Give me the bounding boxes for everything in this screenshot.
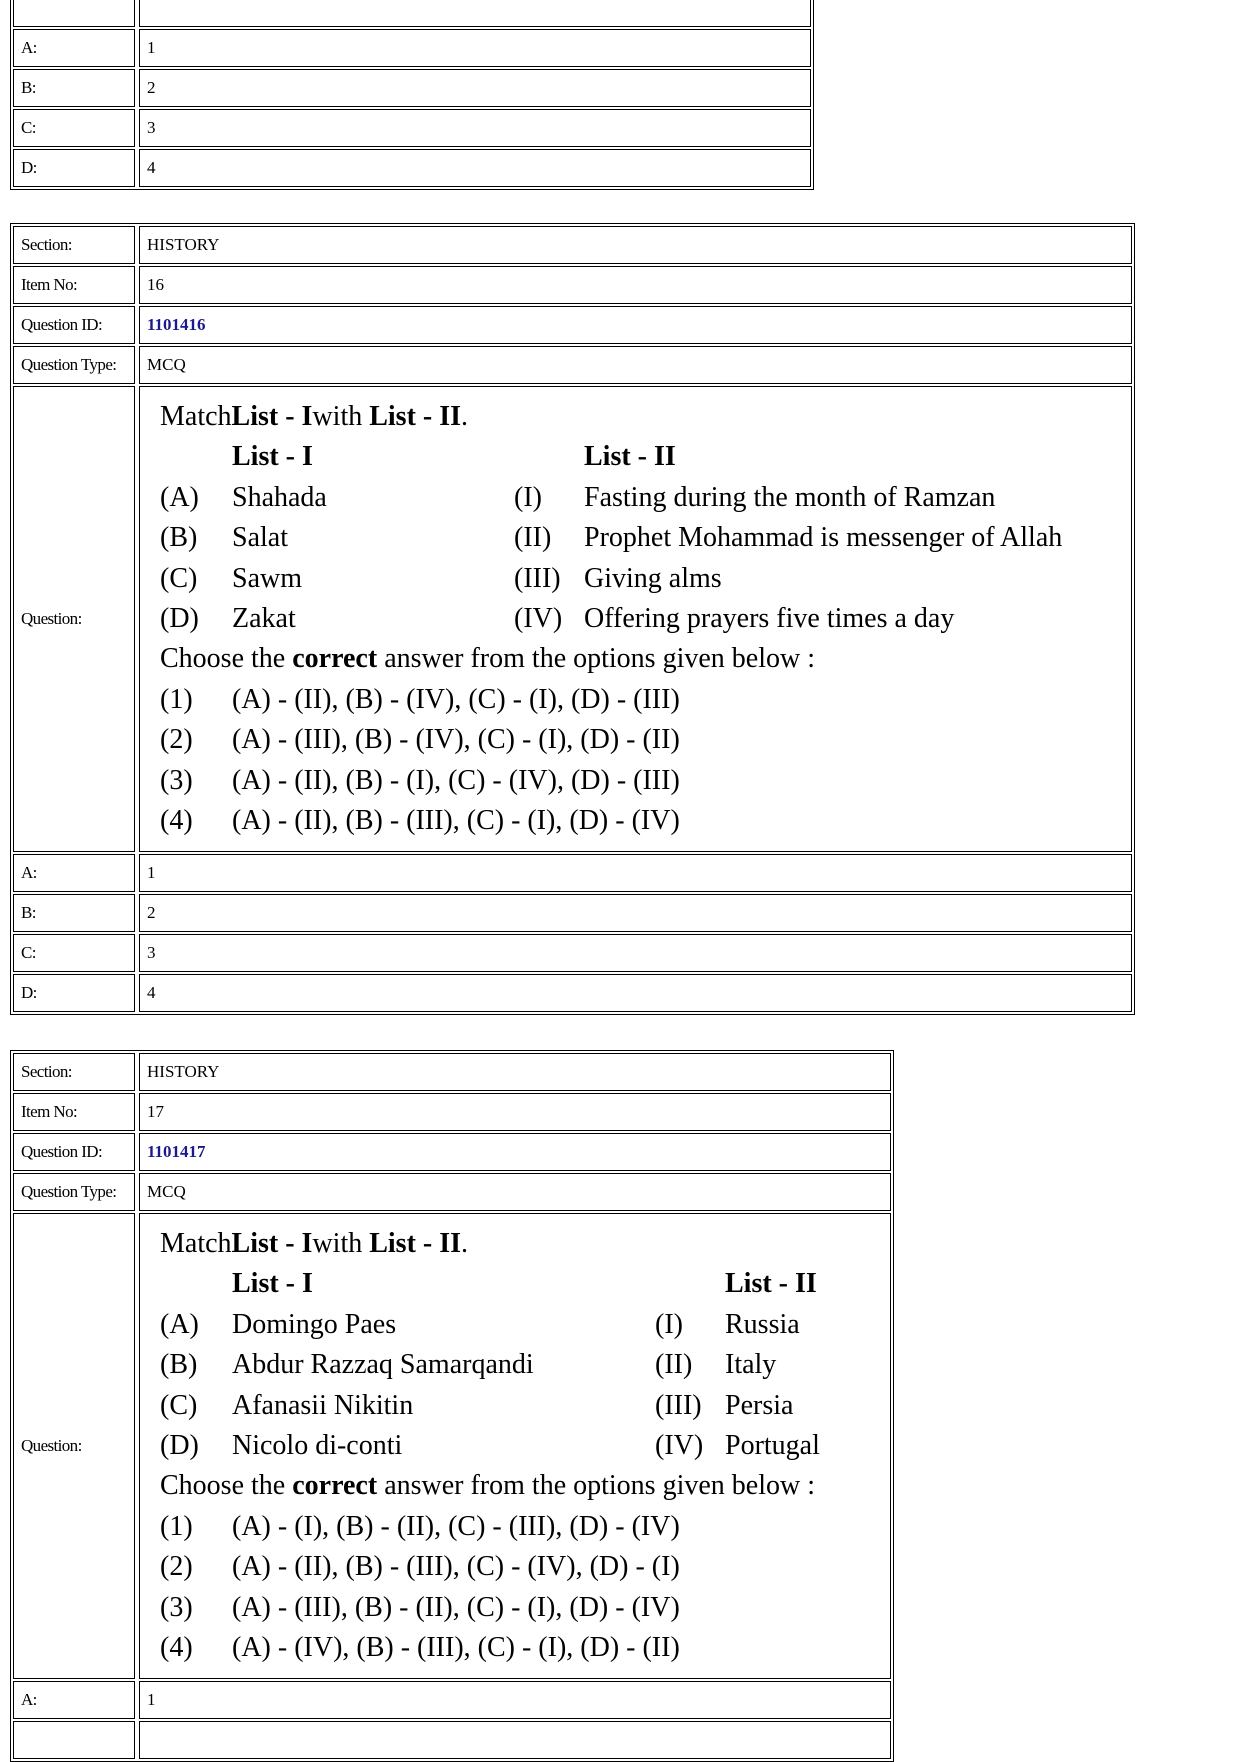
option-row (160, 1507, 890, 1547)
choose-text: Choose the (160, 643, 286, 675)
question-row-partial (13, 0, 811, 27)
list-headers (160, 437, 1131, 477)
answer-row (13, 69, 811, 107)
item-no-label: Item No: (13, 266, 135, 304)
list2-item: Portugal (725, 1430, 820, 1462)
list2-item: Fasting during the month of Ramzan (584, 481, 996, 513)
item-no-row (13, 1093, 891, 1131)
intro-text: . (461, 401, 469, 432)
item-no-label: Item No: (13, 1093, 135, 1131)
answer-value: 3 (139, 934, 1132, 972)
choose-instruction (160, 639, 1131, 679)
question-id-cell (139, 306, 1132, 344)
option-number: (1) (160, 1510, 193, 1542)
option-text: (A) - (II), (B) - (IV), (C) - (I), (D) - (III) (232, 683, 680, 715)
question-id-value: 1101416 (147, 315, 206, 334)
list1-header: List - I (232, 1268, 313, 1300)
list2-numeral: (IV) (655, 1430, 704, 1462)
answer-row (13, 974, 1132, 1012)
intro-text: Match (160, 401, 232, 432)
match-row (160, 1345, 890, 1385)
answer-row (13, 854, 1132, 892)
option-row (160, 761, 1131, 801)
question-type-label: Question Type: (13, 346, 135, 384)
list1-letter: (D) (160, 1430, 199, 1462)
match-row (160, 1386, 890, 1426)
question-label: Question: (13, 386, 135, 852)
answer-value-empty (139, 1721, 891, 1759)
section-row (13, 1053, 891, 1091)
list2-item: Giving alms (584, 562, 722, 594)
option-row (160, 1547, 890, 1587)
list1-item: Afanasii Nikitin (232, 1389, 414, 1421)
option-number: (1) (160, 683, 193, 715)
question-type-row (13, 346, 1132, 384)
intro-list1: List - I (231, 401, 313, 432)
question-body (139, 386, 1132, 852)
intro-list2: List - II (369, 1228, 462, 1259)
answer-value: 4 (139, 149, 811, 187)
match-row (160, 1426, 890, 1466)
match-row (160, 559, 1131, 599)
section-row (13, 226, 1132, 264)
answer-label-empty (13, 1721, 135, 1759)
answer-value: 3 (139, 109, 811, 147)
match-row (160, 1305, 890, 1345)
list1-header: List - I (232, 441, 313, 473)
choose-text: Choose the (160, 1470, 286, 1502)
list1-letter: (C) (160, 1389, 198, 1421)
list2-numeral: (III) (655, 1389, 702, 1421)
question-type-row (13, 1173, 891, 1211)
list2-header: List - II (584, 441, 676, 473)
list-headers (160, 1264, 890, 1304)
answer-row (13, 894, 1132, 932)
option-number: (3) (160, 764, 193, 796)
question-table-17 (10, 1050, 894, 1762)
intro-list1: List - I (231, 1228, 313, 1259)
question-label-cell (13, 0, 135, 27)
match-row (160, 518, 1131, 558)
list1-letter: (A) (160, 481, 199, 513)
question-type-label: Question Type: (13, 1173, 135, 1211)
option-number: (3) (160, 1591, 193, 1623)
answer-value: 2 (139, 894, 1132, 932)
answer-row (13, 1681, 891, 1719)
answer-row (13, 109, 811, 147)
answer-value: 1 (139, 29, 811, 67)
answer-row (13, 149, 811, 187)
list1-item: Zakat (232, 603, 296, 635)
section-label: Section: (13, 226, 135, 264)
section-label: Section: (13, 1053, 135, 1091)
question-label: Question: (13, 1213, 135, 1679)
answer-label: B: (13, 894, 135, 932)
list1-letter: (B) (160, 522, 198, 554)
answer-label: A: (13, 29, 135, 67)
answer-value: 4 (139, 974, 1132, 1012)
list2-numeral: (IV) (514, 603, 563, 635)
choose-text: answer from the options given below : (384, 643, 815, 675)
option-row (160, 1628, 890, 1668)
option-number: (2) (160, 724, 193, 756)
match-row (160, 599, 1131, 639)
list2-numeral: (I) (655, 1308, 683, 1340)
option-text: (A) - (III), (B) - (IV), (C) - (I), (D) - (II) (232, 724, 680, 756)
choose-instruction (160, 1466, 890, 1506)
intro-text: with (312, 1228, 363, 1259)
choose-text: answer from the options given below : (384, 1470, 815, 1502)
list2-numeral: (II) (655, 1349, 693, 1381)
answer-label: A: (13, 1681, 135, 1719)
question-intro (160, 1224, 890, 1264)
answer-value: 1 (139, 1681, 891, 1719)
intro-text: with (312, 401, 363, 432)
answer-label: C: (13, 109, 135, 147)
list1-letter: (C) (160, 562, 198, 594)
list2-header: List - II (725, 1268, 817, 1300)
question-id-value: 1101417 (147, 1142, 206, 1161)
option-number: (4) (160, 805, 193, 837)
answer-label: D: (13, 149, 135, 187)
option-row (160, 720, 1131, 760)
question-id-cell (139, 1133, 891, 1171)
list2-numeral: (III) (514, 562, 561, 594)
answer-row-cut (13, 1721, 891, 1759)
list2-item: Offering prayers five times a day (584, 603, 955, 635)
option-row (160, 801, 1131, 841)
question-id-row (13, 306, 1132, 344)
choose-bold: correct (292, 643, 378, 675)
question-row (13, 1213, 891, 1679)
intro-text: Match (160, 1228, 232, 1259)
option-text: (A) - (I), (B) - (II), (C) - (III), (D) - (IV) (232, 1510, 680, 1542)
question-type-value: MCQ (139, 1173, 891, 1211)
item-no-value: 17 (139, 1093, 891, 1131)
intro-text: . (461, 1228, 469, 1259)
option-number: (2) (160, 1551, 193, 1583)
choose-bold: correct (292, 1470, 378, 1502)
option-row (160, 1588, 890, 1628)
list2-item: Russia (725, 1308, 800, 1340)
question-type-value: MCQ (139, 346, 1132, 384)
question-intro (160, 397, 1131, 437)
intro-list2: List - II (369, 401, 462, 432)
list2-numeral: (I) (514, 481, 542, 513)
answer-label: A: (13, 854, 135, 892)
list1-item: Abdur Razzaq Samarqandi (232, 1349, 534, 1381)
option-text: (A) - (IV), (B) - (III), (C) - (I), (D) - (II) (232, 1632, 680, 1664)
list1-item: Nicolo di-conti (232, 1430, 403, 1462)
item-no-row (13, 266, 1132, 304)
list2-item: Persia (725, 1389, 794, 1421)
question-body (139, 1213, 891, 1679)
list1-item: Salat (232, 522, 288, 554)
list1-item: Domingo Paes (232, 1308, 397, 1340)
match-row (160, 478, 1131, 518)
list1-letter: (D) (160, 603, 199, 635)
answer-value: 1 (139, 854, 1132, 892)
question-id-label: Question ID: (13, 306, 135, 344)
question-table-prev (10, 0, 814, 190)
list1-letter: (B) (160, 1349, 198, 1381)
answer-label: B: (13, 69, 135, 107)
section-value: HISTORY (139, 1053, 891, 1091)
list2-item: Italy (725, 1349, 777, 1381)
question-id-row (13, 1133, 891, 1171)
question-partial-cell (139, 0, 811, 27)
list2-item: Prophet Mohammad is messenger of Allah (584, 522, 1063, 554)
answer-row (13, 934, 1132, 972)
option-text: (A) - (III), (B) - (II), (C) - (I), (D) - (IV) (232, 1591, 680, 1623)
option-number: (4) (160, 1632, 193, 1664)
answer-value: 2 (139, 69, 811, 107)
option-text: (A) - (II), (B) - (I), (C) - (IV), (D) - (III) (232, 764, 680, 796)
list1-letter: (A) (160, 1308, 199, 1340)
list2-numeral: (II) (514, 522, 552, 554)
question-id-label: Question ID: (13, 1133, 135, 1171)
section-value: HISTORY (139, 226, 1132, 264)
list1-item: Shahada (232, 481, 327, 513)
item-no-value: 16 (139, 266, 1132, 304)
option-row (160, 680, 1131, 720)
answer-label: C: (13, 934, 135, 972)
option-text: (A) - (II), (B) - (III), (C) - (IV), (D) - (I) (232, 1551, 680, 1583)
list1-item: Sawm (232, 562, 302, 594)
question-table-16 (10, 223, 1135, 1015)
question-row (13, 386, 1132, 852)
answer-label: D: (13, 974, 135, 1012)
option-text: (A) - (II), (B) - (III), (C) - (I), (D) - (IV) (232, 805, 680, 837)
answer-row (13, 29, 811, 67)
